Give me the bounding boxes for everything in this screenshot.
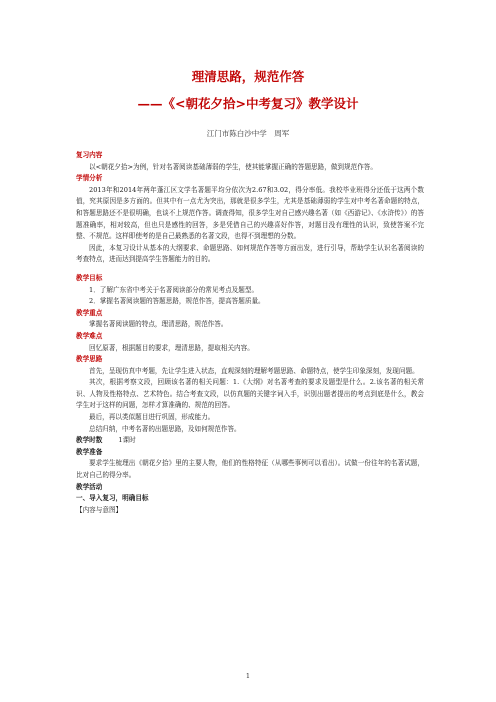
page-number: 1	[245, 672, 251, 680]
approach-heading: 教学思路	[76, 355, 103, 364]
author-line: 江门市陈白沙中学 周军	[206, 129, 290, 138]
key-heading: 教学重点	[76, 308, 103, 317]
key-text: 掌握名著阅读题的特点，理清思路，规范作答。	[89, 320, 228, 329]
document-body	[76, 150, 424, 516]
document-title: 理清思路，规范作答	[191, 69, 305, 84]
review-text: 以<朝花夕拾>为例，针对名著阅读基础薄弱的学生，使其能掌握正确的答题思路，做到规范作答。	[89, 162, 377, 171]
activity-bracket-label: 【内容与意图】	[76, 505, 123, 514]
difficulty-text: 回忆原著，根据题目的要求，理清思路，提取相关内容。	[89, 343, 254, 352]
approach-paragraph-4: 总结归纳，中考名著的出题思路，及如何规范作答。	[89, 424, 241, 433]
prep-heading: 教学准备	[76, 447, 103, 456]
goals-heading: 教学目标	[76, 273, 103, 282]
document-subtitle: ——《<朝花夕拾>中考复习》教学设计	[137, 96, 359, 111]
duration-value: 1课时	[118, 436, 136, 445]
goal-item-1: 1．了解广东省中考关于名著阅读部分的常见考点及题型。	[89, 285, 259, 294]
analysis-heading: 学情分析	[76, 174, 103, 183]
review-heading: 复习内容	[76, 151, 103, 159]
approach-paragraph-2: 其次，根据考察文段，回顾该名著的相关问题：1.《大纲》对名著考查的要求及题型是什么。2.该名著的相关常识、人物及性格特点、艺术特色。结合考查文段，以仿真题的关键字词入手，识别出题者提出的考点到底是什么，教会学生对于这样的问题，怎样才算准确的、规范的回答。	[76, 378, 424, 410]
analysis-paragraph-1: 2013年和2014年两年蓬江区文学名著题平均分依次为2.67和3.02，得分率低。我校毕业班得分还低于这两个数值，究其原因是多方面的。但其中有一点尤为突出，那就是很多学生，尤其是基础薄弱的学生对中考名著命题的特点，和答题思路还不是很明确，也谈不上规范作答。调查得知，很多学生对自己感兴趣名著（如《西游记》、《水浒传》）的答题准确率，相对较高，但也只是感性的回答，多是凭借自己的兴趣喜好作答，对题目没有理性的认识，致使答案不完整、不规范。这样即使考的是自己最熟悉的名著文段，也得不到理想的分数。	[76, 185, 424, 241]
prep-text: 要求学生梳理出《朝花夕拾》里的主要人物，他们的性格特征（从哪些事例可以看出）。试做一份往年的名著试题，比对自己的得分率。	[76, 459, 424, 480]
duration-heading: 教学时数	[76, 436, 103, 445]
activity-step-1: 一、导入复习，明确目标	[76, 494, 149, 503]
difficulty-heading: 教学难点	[76, 331, 103, 340]
goal-item-2: 2．掌握名著阅读题的答题思路，规范作答，提高答题质量。	[89, 297, 265, 306]
activity-heading: 教学活动	[76, 482, 103, 491]
duration-row	[76, 435, 424, 447]
approach-paragraph-1: 首先，呈现仿真中考题，先让学生进入状态，直观深刻的理解考题思路、命题特点，使学生印象深刻，发现问题。	[89, 366, 419, 375]
analysis-paragraph-2: 因此，本复习设计从基本的大纲要求、命题思路、如何规范作答等方面出发，进行引导，帮助学生认识名著阅读的考查特点，进而达到提高学生答题能力的目的。	[76, 243, 424, 264]
approach-paragraph-3: 最后，再以类似题目进行巩固，形成能力。	[89, 413, 215, 422]
